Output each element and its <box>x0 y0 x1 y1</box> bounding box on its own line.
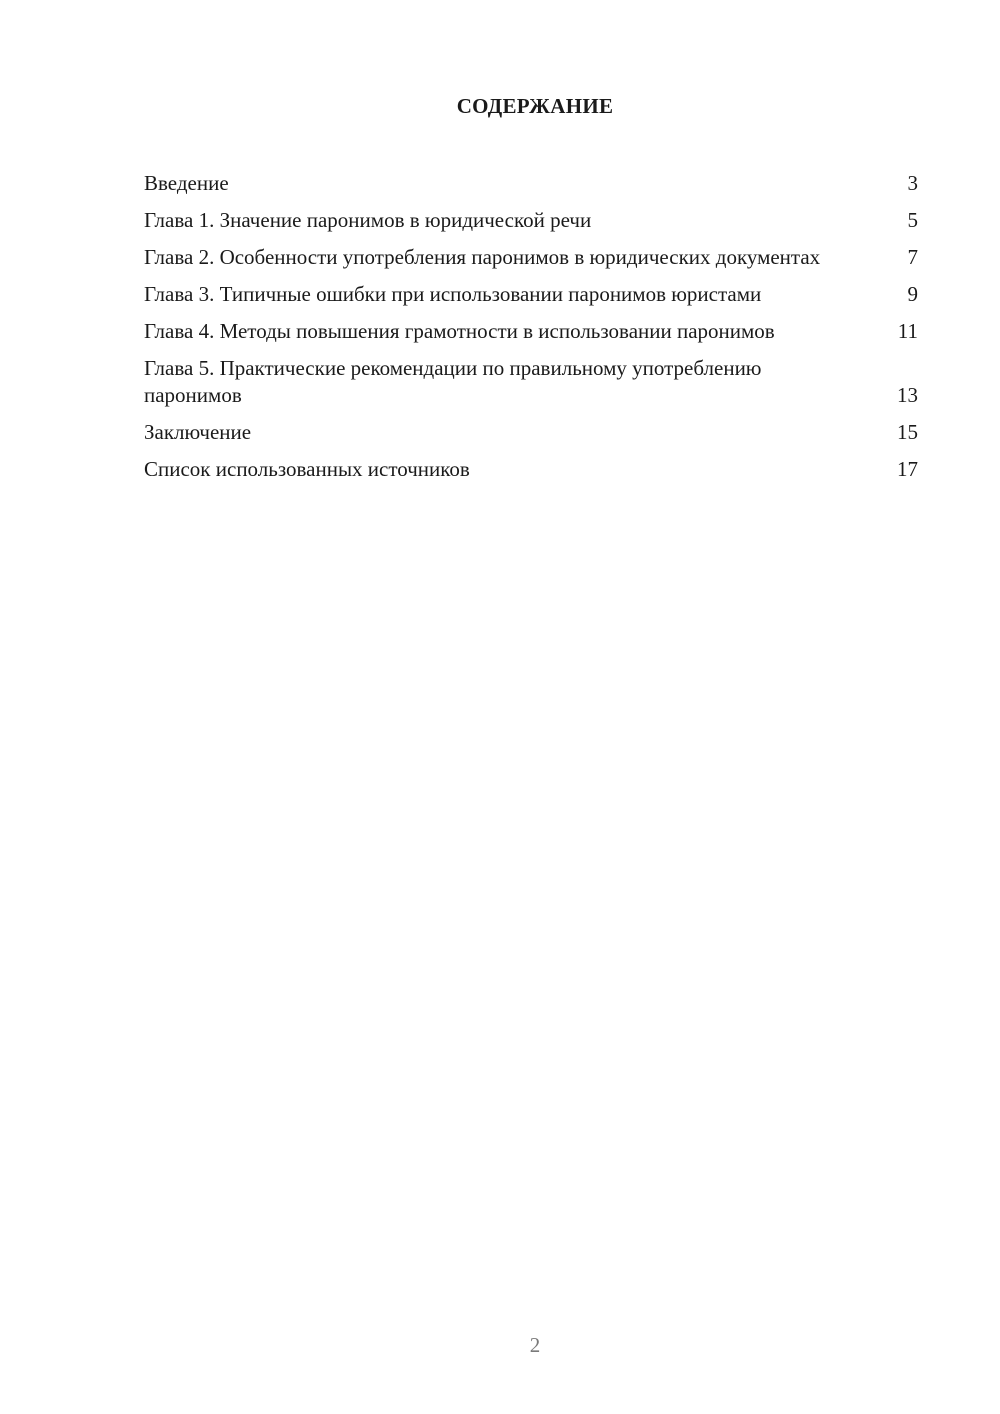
toc-entry-page: 13 <box>897 383 918 407</box>
toc-entry-title: Введение <box>144 171 229 195</box>
toc-entry-page: 17 <box>897 457 918 481</box>
page-number: 2 <box>529 1333 541 1357</box>
toc-entry-page: 11 <box>897 319 918 343</box>
toc-entry-chapter-3 <box>144 281 918 308</box>
toc-entry-page: 3 <box>907 171 918 195</box>
toc-entry-references <box>144 456 918 483</box>
toc-entry-title: Глава 1. Значение паронимов в юридической речи <box>144 208 592 232</box>
toc-entry-page: 9 <box>907 282 918 306</box>
toc-entry-page: 15 <box>897 420 918 444</box>
toc-entry-conclusion <box>144 419 918 446</box>
toc-entry-title: Список использованных источников <box>144 457 470 481</box>
table-of-contents <box>144 170 918 493</box>
toc-entry-page: 5 <box>907 208 918 232</box>
toc-entry-chapter-5 <box>144 355 918 409</box>
toc-entry-chapter-2 <box>144 244 918 271</box>
toc-entry-introduction <box>144 170 918 197</box>
page-title: СОДЕРЖАНИЕ <box>456 94 614 118</box>
toc-entry-chapter-4 <box>144 318 918 345</box>
toc-entry-title: Заключение <box>144 420 252 444</box>
toc-entry-title: Глава 3. Типичные ошибки при использовании паронимов юристами <box>144 282 762 306</box>
toc-entry-page: 7 <box>907 245 918 269</box>
toc-entry-title: Глава 4. Методы повышения грамотности в использовании паронимов <box>144 319 775 343</box>
toc-entry-title: Глава 2. Особенности употребления паронимов в юридических документах <box>144 245 821 269</box>
toc-entry-title: Глава 5. Практические рекомендации по правильному употреблению паронимов <box>144 356 762 407</box>
toc-entry-chapter-1 <box>144 207 918 234</box>
